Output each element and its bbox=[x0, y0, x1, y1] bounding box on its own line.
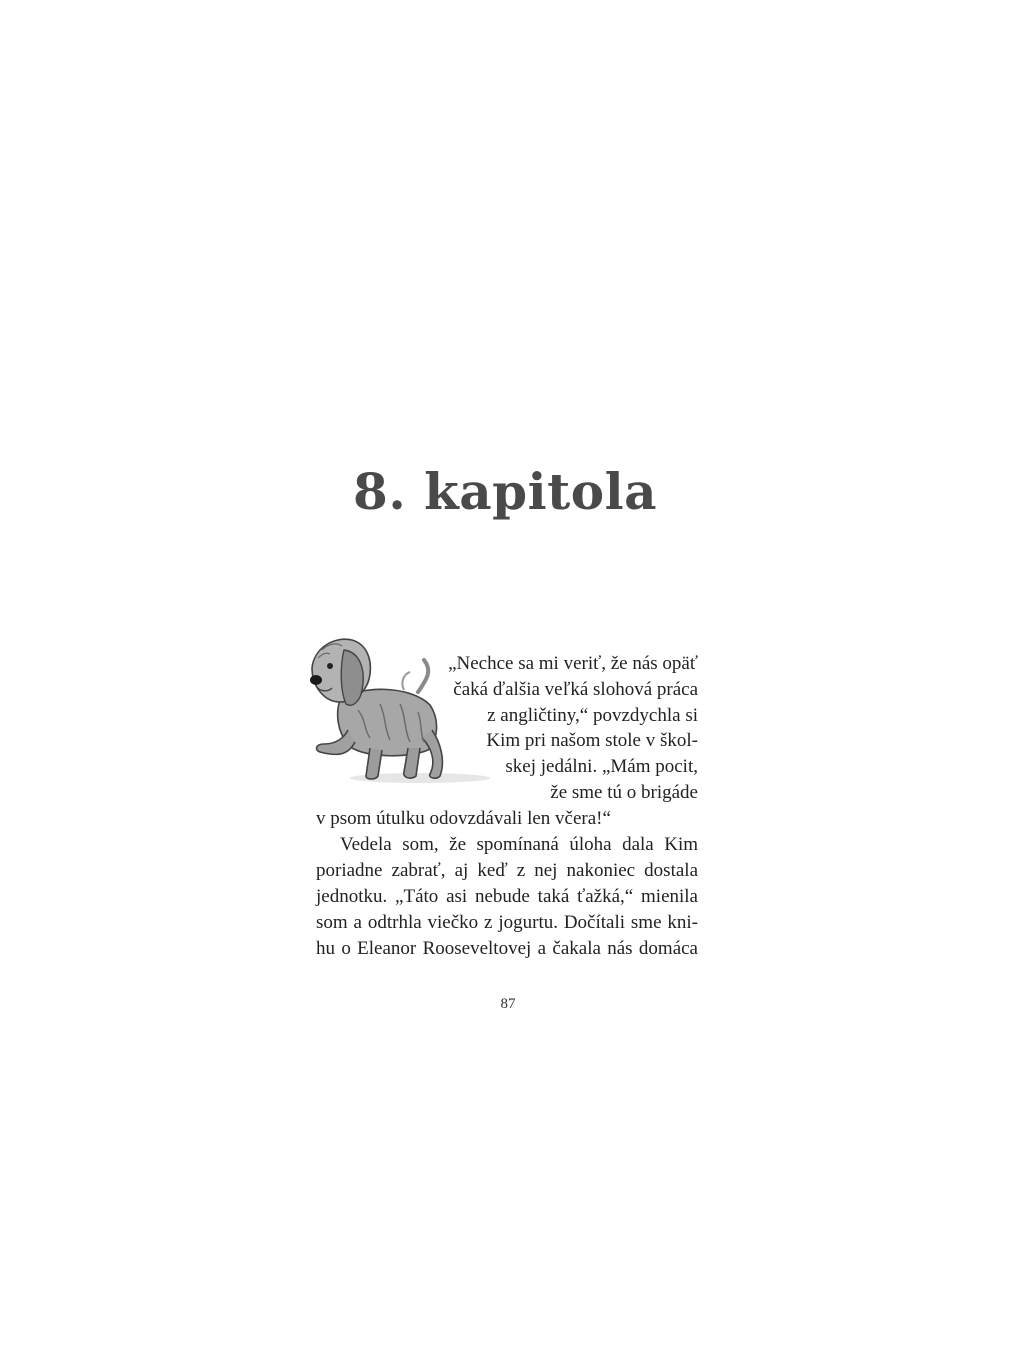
paragraph-first-line: Vedela som, že spomínaná úloha dala Kim bbox=[340, 834, 698, 855]
text-line: skej jedálni. „Mám pocit, bbox=[505, 756, 698, 777]
page-number: 87 bbox=[500, 996, 516, 1012]
text-line: že sme tú o brigáde bbox=[550, 782, 698, 803]
text-line: jednotku. „Táto asi nebude taká ťažká,“ mienila bbox=[316, 886, 698, 907]
text-line: Kim pri našom stole v škol- bbox=[486, 730, 698, 751]
text-line: čaká ďalšia veľká slohová práca bbox=[453, 679, 698, 700]
text-line: „Nechce sa mi veriť, že nás opäť bbox=[448, 653, 698, 674]
text-line: hu o Eleanor Rooseveltovej a čakala nás domáca bbox=[316, 938, 698, 959]
text-line: z angličtiny,“ povzdychla si bbox=[487, 705, 698, 726]
text-line: v psom útulku odovzdávali len včera!“ bbox=[316, 808, 611, 829]
text-line: som a odtrhla viečko z jogurtu. Dočítali sme kni- bbox=[316, 912, 698, 933]
text-line: poriadne zabrať, aj keď z nej nakoniec dostala bbox=[316, 860, 698, 881]
chapter-title: 8. kapitola bbox=[353, 462, 657, 521]
